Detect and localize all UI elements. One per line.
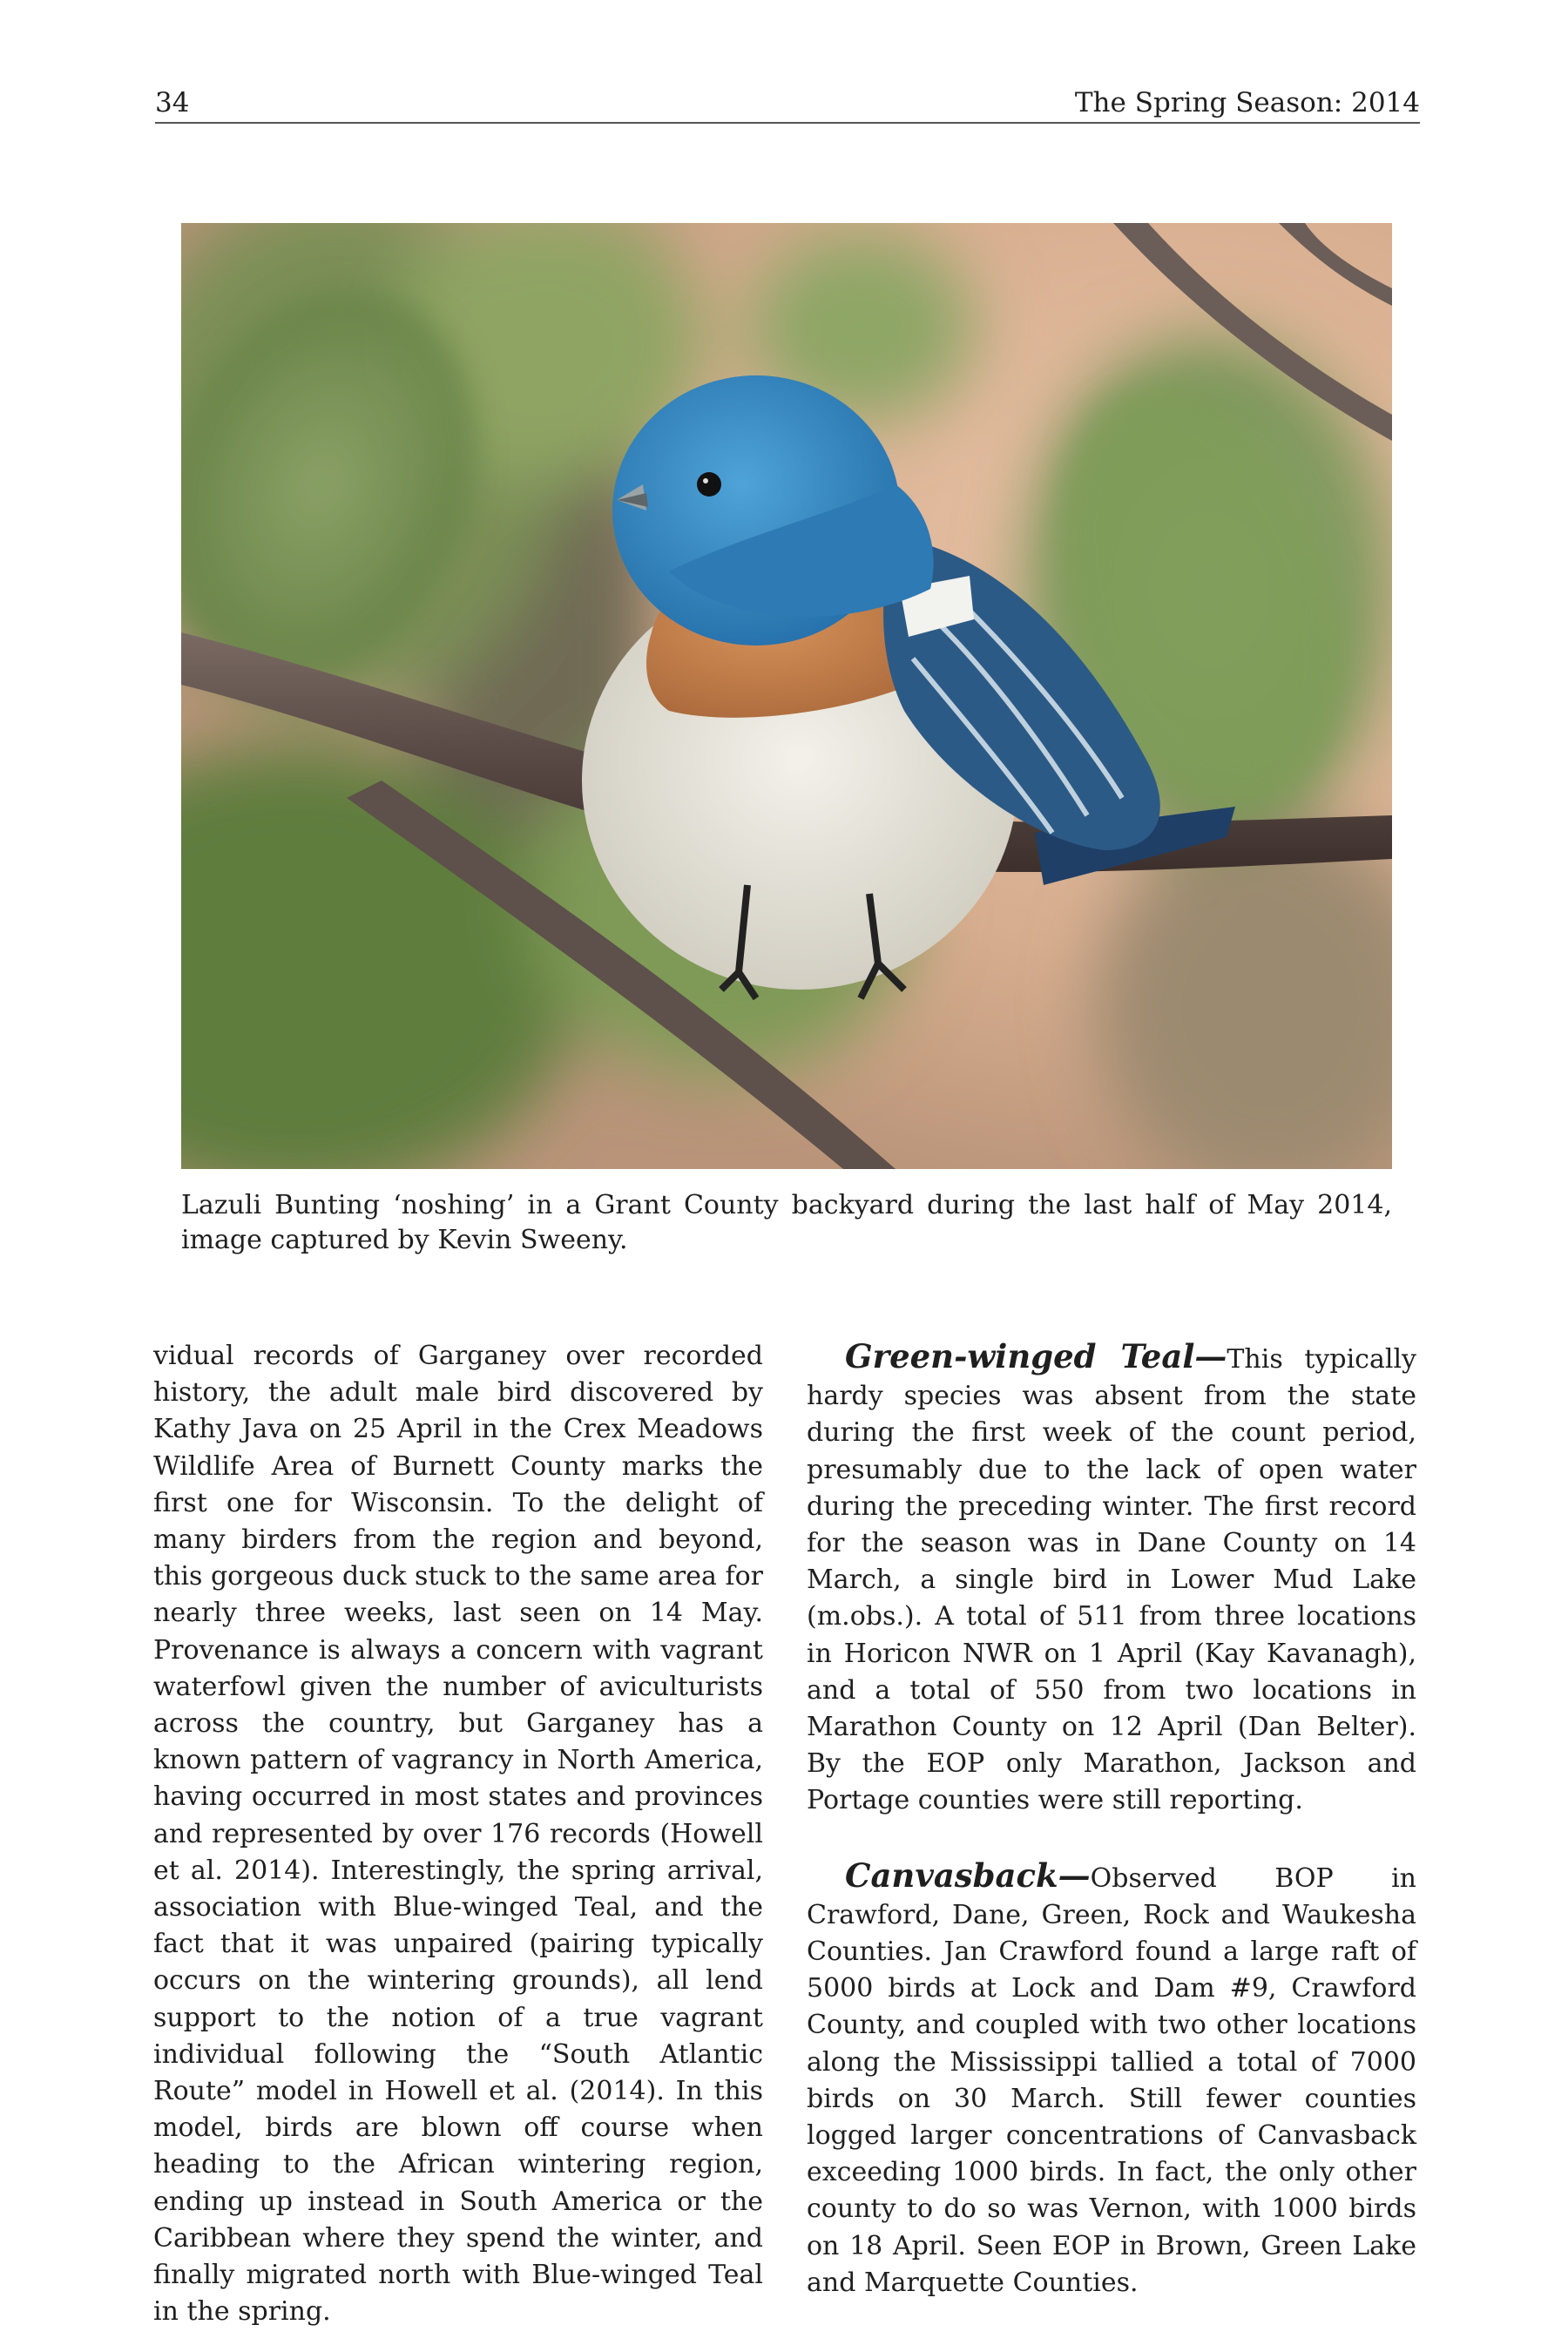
species-heading: Canvasback: [845, 1855, 1058, 1895]
species-dash: —: [1058, 1855, 1091, 1895]
running-head: [155, 84, 1420, 124]
species-account-green-winged-teal: [807, 1338, 1416, 1820]
species-text: This typically hardy species was absent from the state during the first week of the count period, presumably due to the lack of open water during the preceding winter. The first record for the season was in Dane County on 14 March, a single bird in Lower Mud Lake (m.obs.). A total of 511 from three locations in Horicon NWR on 1 April (Kay Kavanagh), and a total of 550 from two locations in Marathon County on 12 April (Dan Belter). By the EOP only Marathon, Jackson and Portage counties were still reporting.: [807, 1344, 1416, 1816]
page-number: 34: [155, 87, 190, 118]
garganey-paragraph: vidual records of Garganey over recorded history, the adult male bird discovered by Kathy Java on 25 April in the Crex Meadows Wildlife Area of Burnett County marks the first one for Wisconsin. To the delight of many birders from the region and beyond, this gorgeous duck stuck to the same area for nearly three weeks, last seen on 14 May. Provenance is always a concern with vagrant waterfowl given the number of aviculturists across the country, but Garganey has a known pattern of vagrancy in North America, having occurred in most states and provinces and represented by over 176 records (Howell et al. 2014). Interestingly, the spring arrival, association with Blue-winged Teal, and the fact that it was unpaired (pairing typically occurs on the wintering grounds), all lend support to the notion of a true vagrant individual following the “South Atlantic Route” model in Howell et al. (2014). In this model, birds are blown off course when heading to the African wintering region, ending up instead in South America or the Caribbean where they spend the winter, and finally migrated north with Blue-winged Teal in the spring.: [153, 1341, 763, 2328]
species-dash: —: [1194, 1337, 1227, 1375]
running-title: The Spring Season: 2014: [1074, 87, 1420, 118]
bird-illustration: [181, 223, 1392, 1169]
species-account-canvasback: [807, 1857, 1416, 2301]
species-text: Observed BOP in Crawford, Dane, Green, Rock and Waukesha Counties. Jan Crawford found a large raft of 5000 birds at Lock and Dam #9, Crawford County, and coupled with two other locations along the Mississippi tallied a total of 7000 birds on 30 March. Still fewer counties logged larger concentrations of Canvasback exceeding 1000 birds. In fact, the only other county to do so was Vernon, with 1000 birds on 18 April. Seen EOP in Brown, Green Lake and Marquette Counties.: [807, 1862, 1416, 2298]
left-column: [153, 1338, 763, 2330]
right-column: [807, 1338, 1416, 2301]
lazuli-bunting-photo: [181, 223, 1392, 1169]
figure-caption: Lazuli Bunting ‘noshing’ in a Grant County backyard during the last half of May 2014, image captured by Kevin Sweeny.: [181, 1190, 1392, 1255]
species-heading: Green-winged Teal: [845, 1337, 1195, 1375]
